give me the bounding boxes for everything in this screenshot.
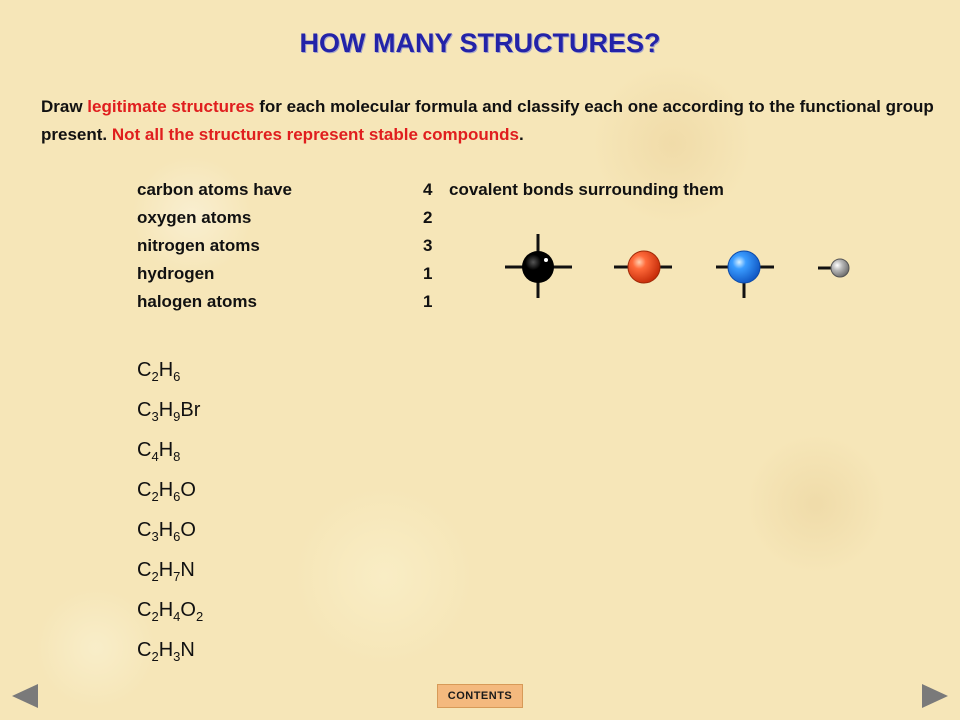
right-arrow-icon (922, 684, 948, 708)
formula-item (137, 352, 203, 392)
formula-element: Br (180, 399, 201, 421)
bond-note: covalent bonds surrounding them (449, 180, 724, 199)
contents-button[interactable]: CONTENTS (437, 684, 523, 708)
formula-element: H (158, 559, 174, 581)
formula-subscript: 2 (151, 369, 159, 384)
formula-subscript: 4 (151, 449, 159, 464)
formula-subscript: 2 (151, 609, 159, 624)
formula-subscript: 2 (195, 609, 204, 624)
instructions-text: . (519, 125, 524, 144)
formula-element: C (137, 639, 152, 661)
formula-item (137, 432, 203, 472)
carbon-atom-icon (505, 234, 572, 298)
valence-row (137, 176, 724, 204)
formula-subscript: 6 (173, 529, 181, 544)
nitrogen-atom-icon (716, 251, 774, 298)
atom-name: nitrogen atoms (137, 236, 260, 255)
instructions-highlight: legitimate structures (87, 97, 255, 116)
formula-subscript: 3 (151, 409, 159, 424)
formula-item (137, 592, 203, 632)
bond-count: 3 (423, 236, 433, 255)
formula-element: C (137, 599, 152, 621)
formula-element: H (158, 439, 174, 461)
formula-item (137, 512, 203, 552)
formula-element: H (158, 599, 174, 621)
previous-button[interactable] (10, 681, 40, 711)
formula-element: C (137, 559, 152, 581)
formula-subscript: 6 (173, 489, 181, 504)
formula-subscript: 3 (151, 529, 159, 544)
valence-row (137, 204, 724, 232)
formula-element: C (137, 399, 152, 421)
formula-subscript: 7 (173, 569, 181, 584)
formula-item (137, 552, 203, 592)
hydrogen-atom-icon (818, 259, 849, 277)
bond-count: 2 (423, 208, 433, 227)
formula-element: O (180, 599, 196, 621)
formula-subscript: 2 (151, 649, 159, 664)
atom-name: halogen atoms (137, 292, 257, 311)
formula-element: N (180, 639, 195, 661)
formula-subscript: 4 (173, 609, 181, 624)
formula-subscript: 6 (173, 369, 181, 384)
formula-subscript: 2 (151, 569, 159, 584)
formula-subscript: 2 (151, 489, 159, 504)
formula-subscript: 9 (173, 409, 181, 424)
formula-list (137, 352, 203, 672)
formula-element: C (137, 519, 152, 541)
instructions (41, 93, 941, 149)
atom-name: oxygen atoms (137, 208, 252, 227)
formula-element: H (158, 639, 174, 661)
formula-subscript: 3 (173, 649, 181, 664)
instructions-warning: Not all the structures represent stable compounds (111, 125, 520, 144)
left-arrow-icon (12, 684, 38, 708)
formula-item (137, 392, 203, 432)
formula-item (137, 472, 203, 512)
bond-count: 4 (423, 180, 433, 199)
formula-item (137, 632, 203, 672)
formula-element: N (180, 559, 195, 581)
formula-element: C (137, 439, 152, 461)
formula-element: O (180, 519, 196, 541)
formula-element: O (180, 479, 196, 501)
formula-element: H (158, 359, 174, 381)
page-title: HOW MANY STRUCTURES? (299, 28, 661, 58)
oxygen-atom-icon (614, 251, 672, 283)
bond-count: 1 (423, 264, 433, 283)
formula-element: H (158, 399, 174, 421)
atom-name: carbon atoms have (137, 180, 292, 199)
formula-element: C (137, 359, 152, 381)
next-button[interactable] (920, 681, 950, 711)
bond-count: 1 (423, 292, 433, 311)
formula-element: C (137, 479, 152, 501)
atom-models (500, 230, 860, 302)
instructions-text: for each molecular formula and classify each one according to the functional group present. (41, 97, 934, 144)
formula-element: H (158, 519, 174, 541)
instructions-text: Draw (41, 97, 88, 116)
atom-name: hydrogen (137, 264, 215, 283)
formula-subscript: 8 (173, 449, 181, 464)
formula-element: H (158, 479, 174, 501)
